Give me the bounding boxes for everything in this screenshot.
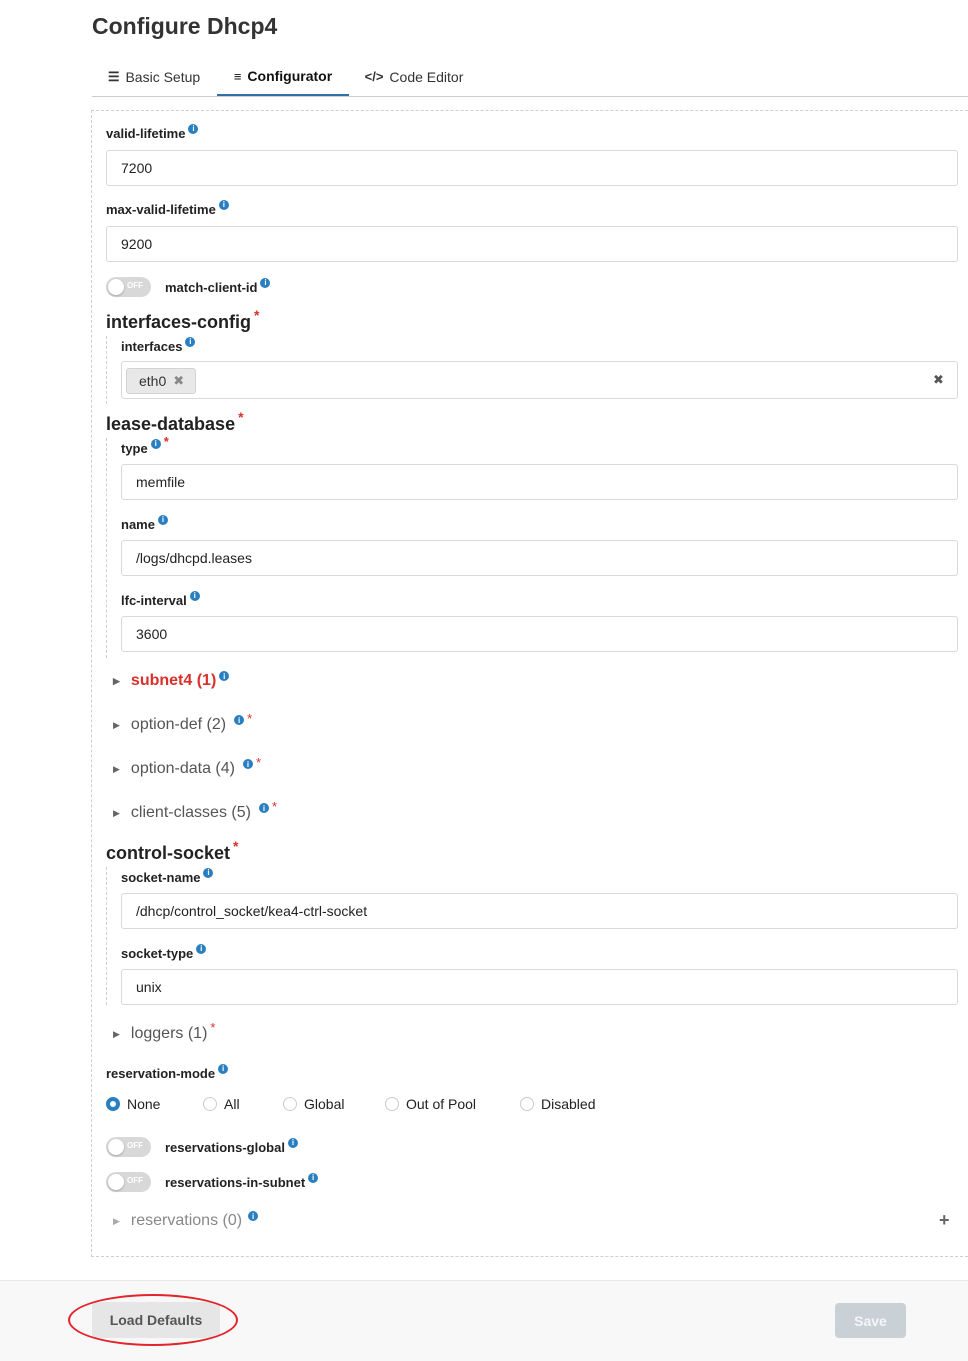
info-icon[interactable]: i	[219, 671, 229, 681]
radio-empty-icon	[520, 1097, 534, 1111]
toggle-knob	[108, 1174, 124, 1190]
caret-right-icon: ▶	[113, 719, 120, 730]
info-icon[interactable]: i	[188, 124, 198, 134]
match-client-id-toggle[interactable]	[106, 277, 151, 297]
remove-chip-icon[interactable]: ✖	[173, 373, 185, 388]
loggers-collapsible[interactable]	[113, 1019, 216, 1043]
label-text: socket-type	[121, 946, 194, 961]
section-title-text: interfaces-config	[106, 312, 252, 332]
interface-chip	[126, 368, 196, 394]
info-icon[interactable]: i	[243, 759, 253, 769]
toggle-state: OFF	[127, 281, 143, 290]
required-marker: *	[238, 408, 244, 425]
info-icon[interactable]: i	[190, 591, 200, 601]
label-text: reservations-global	[165, 1140, 285, 1155]
label-text: name	[121, 517, 155, 532]
type-input[interactable]	[121, 464, 958, 500]
info-icon[interactable]: i	[218, 1064, 228, 1074]
valid-lifetime-label	[106, 126, 198, 141]
label-text: valid-lifetime	[106, 126, 186, 141]
tab-label: Basic Setup	[125, 68, 201, 85]
label-text: lfc-interval	[121, 593, 187, 608]
lease-database-title	[106, 408, 244, 435]
radio-all[interactable]	[203, 1096, 240, 1112]
radio-selected-icon	[106, 1097, 120, 1111]
tab-label: Code Editor	[389, 68, 464, 85]
info-icon[interactable]: i	[158, 515, 168, 525]
reservations-global-label	[165, 1140, 298, 1155]
info-icon[interactable]: i	[248, 1211, 258, 1221]
label-text: socket-name	[121, 870, 201, 885]
reservations-collapsible[interactable]	[113, 1212, 258, 1230]
info-icon[interactable]: i	[259, 803, 269, 813]
required-marker: *	[255, 754, 262, 770]
radio-global[interactable]	[283, 1096, 344, 1112]
info-icon[interactable]: i	[308, 1173, 318, 1183]
save-button[interactable]: Save	[835, 1303, 906, 1338]
radio-disabled[interactable]	[520, 1096, 595, 1112]
label-text: reservations-in-subnet	[165, 1175, 306, 1190]
radio-empty-icon	[385, 1097, 399, 1111]
info-icon[interactable]: i	[151, 439, 161, 449]
toggle-state: OFF	[127, 1176, 143, 1185]
caret-right-icon: ▶	[113, 763, 120, 774]
interfaces-config-title	[106, 306, 260, 333]
required-marker: *	[254, 306, 260, 323]
required-marker: *	[271, 798, 278, 814]
option-def-collapsible[interactable]	[113, 710, 253, 734]
client-classes-collapsible[interactable]	[113, 798, 278, 822]
lfc-interval-input[interactable]	[121, 616, 958, 652]
valid-lifetime-input[interactable]	[106, 150, 958, 186]
collapsible-label: loggers (1)	[130, 1025, 208, 1042]
required-marker: *	[233, 837, 239, 854]
radio-label: Global	[304, 1096, 345, 1112]
section-guide-line	[106, 336, 107, 404]
required-marker: *	[163, 434, 169, 449]
type-label	[121, 434, 169, 456]
radio-label: All	[224, 1096, 240, 1112]
caret-right-icon: ▶	[113, 1028, 120, 1039]
option-data-collapsible[interactable]	[113, 754, 262, 778]
radio-empty-icon	[203, 1097, 217, 1111]
label-text: reservation-mode	[106, 1066, 216, 1081]
info-icon[interactable]: i	[260, 278, 270, 288]
radio-none[interactable]	[106, 1096, 160, 1112]
section-title-text: control-socket	[106, 843, 231, 863]
tab-label: Configurator	[247, 68, 333, 84]
toggle-knob	[108, 1139, 124, 1155]
tab-bar	[92, 58, 968, 97]
radio-out-of-pool[interactable]	[385, 1096, 476, 1112]
label-text: max-valid-lifetime	[106, 202, 216, 217]
match-client-id-label	[165, 280, 270, 295]
caret-right-icon: ▶	[113, 675, 120, 686]
reservations-global-toggle[interactable]	[106, 1137, 151, 1157]
collapsible-label: option-def (2)	[130, 716, 227, 733]
code-icon: </>	[364, 69, 384, 84]
max-valid-lifetime-label	[106, 202, 229, 217]
tab-code-editor[interactable]	[350, 58, 478, 95]
info-icon[interactable]: i	[288, 1138, 298, 1148]
label-text: match-client-id	[165, 280, 258, 295]
control-socket-title	[106, 837, 239, 864]
section-guide-line	[106, 438, 107, 658]
list-icon: ☰	[107, 68, 120, 84]
socket-type-label	[121, 946, 206, 961]
name-input[interactable]	[121, 540, 958, 576]
collapsible-label: client-classes (5)	[130, 804, 251, 821]
tab-basic-setup[interactable]	[92, 58, 216, 95]
required-marker: *	[247, 710, 253, 726]
info-icon[interactable]: i	[203, 868, 213, 878]
page-title: Configure Dhcp4	[92, 13, 278, 39]
required-marker: *	[210, 1019, 216, 1035]
chip-label: eth0	[139, 373, 167, 389]
clear-all-icon[interactable]: ✖	[933, 372, 944, 387]
interfaces-multiselect[interactable]	[121, 361, 958, 399]
info-icon[interactable]: i	[196, 944, 206, 954]
socket-name-input[interactable]	[121, 893, 958, 929]
add-icon[interactable]: +	[939, 1210, 950, 1230]
info-icon[interactable]: i	[219, 200, 229, 210]
name-label	[121, 517, 168, 532]
toggle-state: OFF	[127, 1141, 143, 1150]
reservations-in-subnet-toggle[interactable]	[106, 1172, 151, 1192]
socket-name-label	[121, 870, 213, 885]
label-text: interfaces	[121, 339, 183, 354]
collapsible-label: subnet4 (1)	[130, 672, 217, 689]
reservations-in-subnet-label	[165, 1175, 318, 1190]
interfaces-label	[121, 339, 195, 354]
collapsible-label: option-data (4)	[130, 760, 235, 777]
subnet4-collapsible[interactable]	[113, 672, 229, 690]
max-valid-lifetime-input[interactable]	[106, 226, 958, 262]
collapsible-label: reservations (0)	[130, 1212, 243, 1229]
lfc-interval-label	[121, 593, 200, 608]
info-icon[interactable]: i	[234, 715, 244, 725]
toggle-knob	[108, 279, 124, 295]
caret-right-icon: ▶	[113, 1215, 120, 1226]
socket-type-input[interactable]	[121, 969, 958, 1005]
radio-label: None	[127, 1096, 161, 1112]
load-defaults-button[interactable]: Load Defaults	[92, 1302, 220, 1338]
section-title-text: lease-database	[106, 414, 236, 434]
caret-right-icon: ▶	[113, 807, 120, 818]
radio-empty-icon	[283, 1097, 297, 1111]
label-text: type	[121, 441, 148, 456]
menu-icon: ≡	[233, 68, 242, 84]
tab-configurator[interactable]	[217, 58, 349, 96]
info-icon[interactable]: i	[185, 337, 195, 347]
section-guide-line	[106, 867, 107, 1005]
radio-label: Out of Pool	[406, 1096, 477, 1112]
reservation-mode-label	[106, 1066, 228, 1081]
radio-label: Disabled	[541, 1096, 596, 1112]
